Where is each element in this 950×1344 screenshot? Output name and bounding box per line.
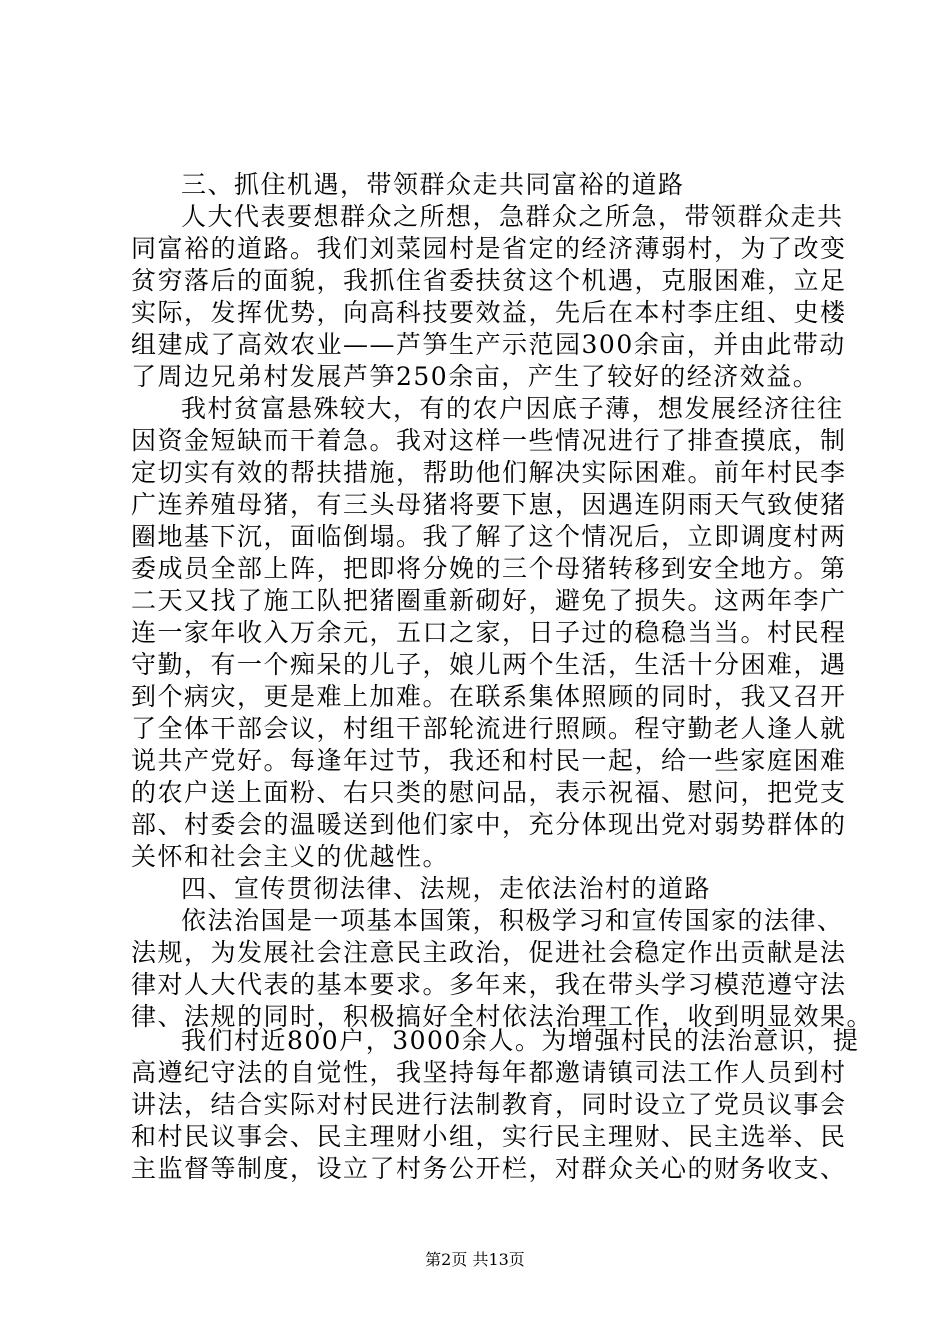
paragraph-line: 律对人大代表的基本要求。多年来，我在带头学习模范遵守法 — [131, 970, 847, 999]
paragraph-line: 二天又找了施工队把猪圈重新砌好，避免了损失。这两年李广 — [131, 586, 847, 615]
paragraph-line: 组建成了高效农业——芦笋生产示范园300余亩，并由此带动 — [131, 330, 846, 359]
paragraph-line: 高遵纪守法的自觉性，我坚持每年都邀请镇司法工作人员到村 — [131, 1058, 847, 1087]
section-heading-3: 三、抓住机遇，带领群众走共同富裕的道路 — [181, 170, 685, 199]
paragraph-line: 部、村委会的温暖送到他们家中，充分体现出党对弱势群体的 — [131, 810, 847, 839]
paragraph-line: 了周边兄弟村发展芦笋250余亩，产生了较好的经济效益。 — [131, 362, 820, 391]
paragraph-line: 讲法，结合实际对村民进行法制教育，同时设立了党员议事会 — [131, 1090, 847, 1119]
paragraph-line: 的农户送上面粉、右只类的慰问品，表示祝福、慰问，把党支 — [131, 778, 847, 807]
paragraph-line: 同富裕的道路。我们刘菜园村是省定的经济薄弱村，为了改变 — [131, 234, 847, 263]
paragraph-line: 委成员全部上阵，把即将分娩的三个母猪转移到安全地方。第 — [131, 554, 847, 583]
paragraph-line: 律、法规的同时，积极搞好全村依法治理工作，收到明显效果。 — [131, 1002, 874, 1031]
paragraph-line: 人大代表要想群众之所想，急群众之所急，带领群众走共 — [181, 202, 844, 231]
body-text-upper — [131, 169, 874, 1033]
paragraph-line: 主监督等制度，设立了村务公开栏，对群众关心的财务收支、 — [131, 1154, 847, 1183]
paragraph-line: 定切实有效的帮扶措施，帮助他们解决实际困难。前年村民李 — [131, 458, 847, 487]
paragraph-line: 连一家年收入万余元，五口之家，日子过的稳稳当当。村民程 — [131, 618, 847, 647]
page-footer — [0, 1250, 950, 1270]
paragraph-line: 广连养殖母猪，有三头母猪将要下崽，因遇连阴雨天气致使猪 — [131, 490, 847, 519]
paragraph-line: 贫穷落后的面貌，我抓住省委扶贫这个机遇，克服困难，立足 — [131, 266, 847, 295]
paragraph-line: 依法治国是一项基本国策，积极学习和宣传国家的法律、 — [181, 906, 844, 935]
paragraph-line: 圈地基下沉，面临倒塌。我了解了这个情况后，立即调度村两 — [131, 522, 847, 551]
paragraph-line: 我们村近800户，3000余人。为增强村民的法治意识，提 — [181, 1026, 860, 1055]
paragraph-line: 实际，发挥优势，向高科技要效益，先后在本村李庄组、史楼 — [131, 298, 847, 327]
paragraph-line: 我村贫富悬殊较大，有的农户因底子薄，想发展经济往往 — [181, 394, 844, 423]
paragraph-line: 守勤，有一个痴呆的儿子，娘儿两个生活，生活十分困难，遇 — [131, 650, 847, 679]
paragraph-line: 法规，为发展社会注意民主政治，促进社会稳定作出贡献是法 — [131, 938, 847, 967]
paragraph-line: 到个病灾，更是难上加难。在联系集体照顾的同时，我又召开 — [131, 682, 847, 711]
body-text-lower — [131, 1025, 860, 1185]
paragraph-line: 说共产党好。每逢年过节，我还和村民一起，给一些家庭困难 — [131, 746, 847, 775]
paragraph-line: 和村民议事会、民主理财小组，实行民主理财、民主选举、民 — [131, 1122, 847, 1151]
page-number-label: 第2页 共13页 — [425, 1250, 525, 1269]
paragraph-line: 关怀和社会主义的优越性。 — [131, 842, 450, 871]
paragraph-line: 了全体干部会议，村组干部轮流进行照顾。程守勤老人逢人就 — [131, 714, 847, 743]
section-heading-4: 四、宣传贯彻法律、法规，走依法治村的道路 — [181, 874, 712, 903]
paragraph-line: 因资金短缺而干着急。我对这样一些情况进行了排查摸底，制 — [131, 426, 847, 455]
